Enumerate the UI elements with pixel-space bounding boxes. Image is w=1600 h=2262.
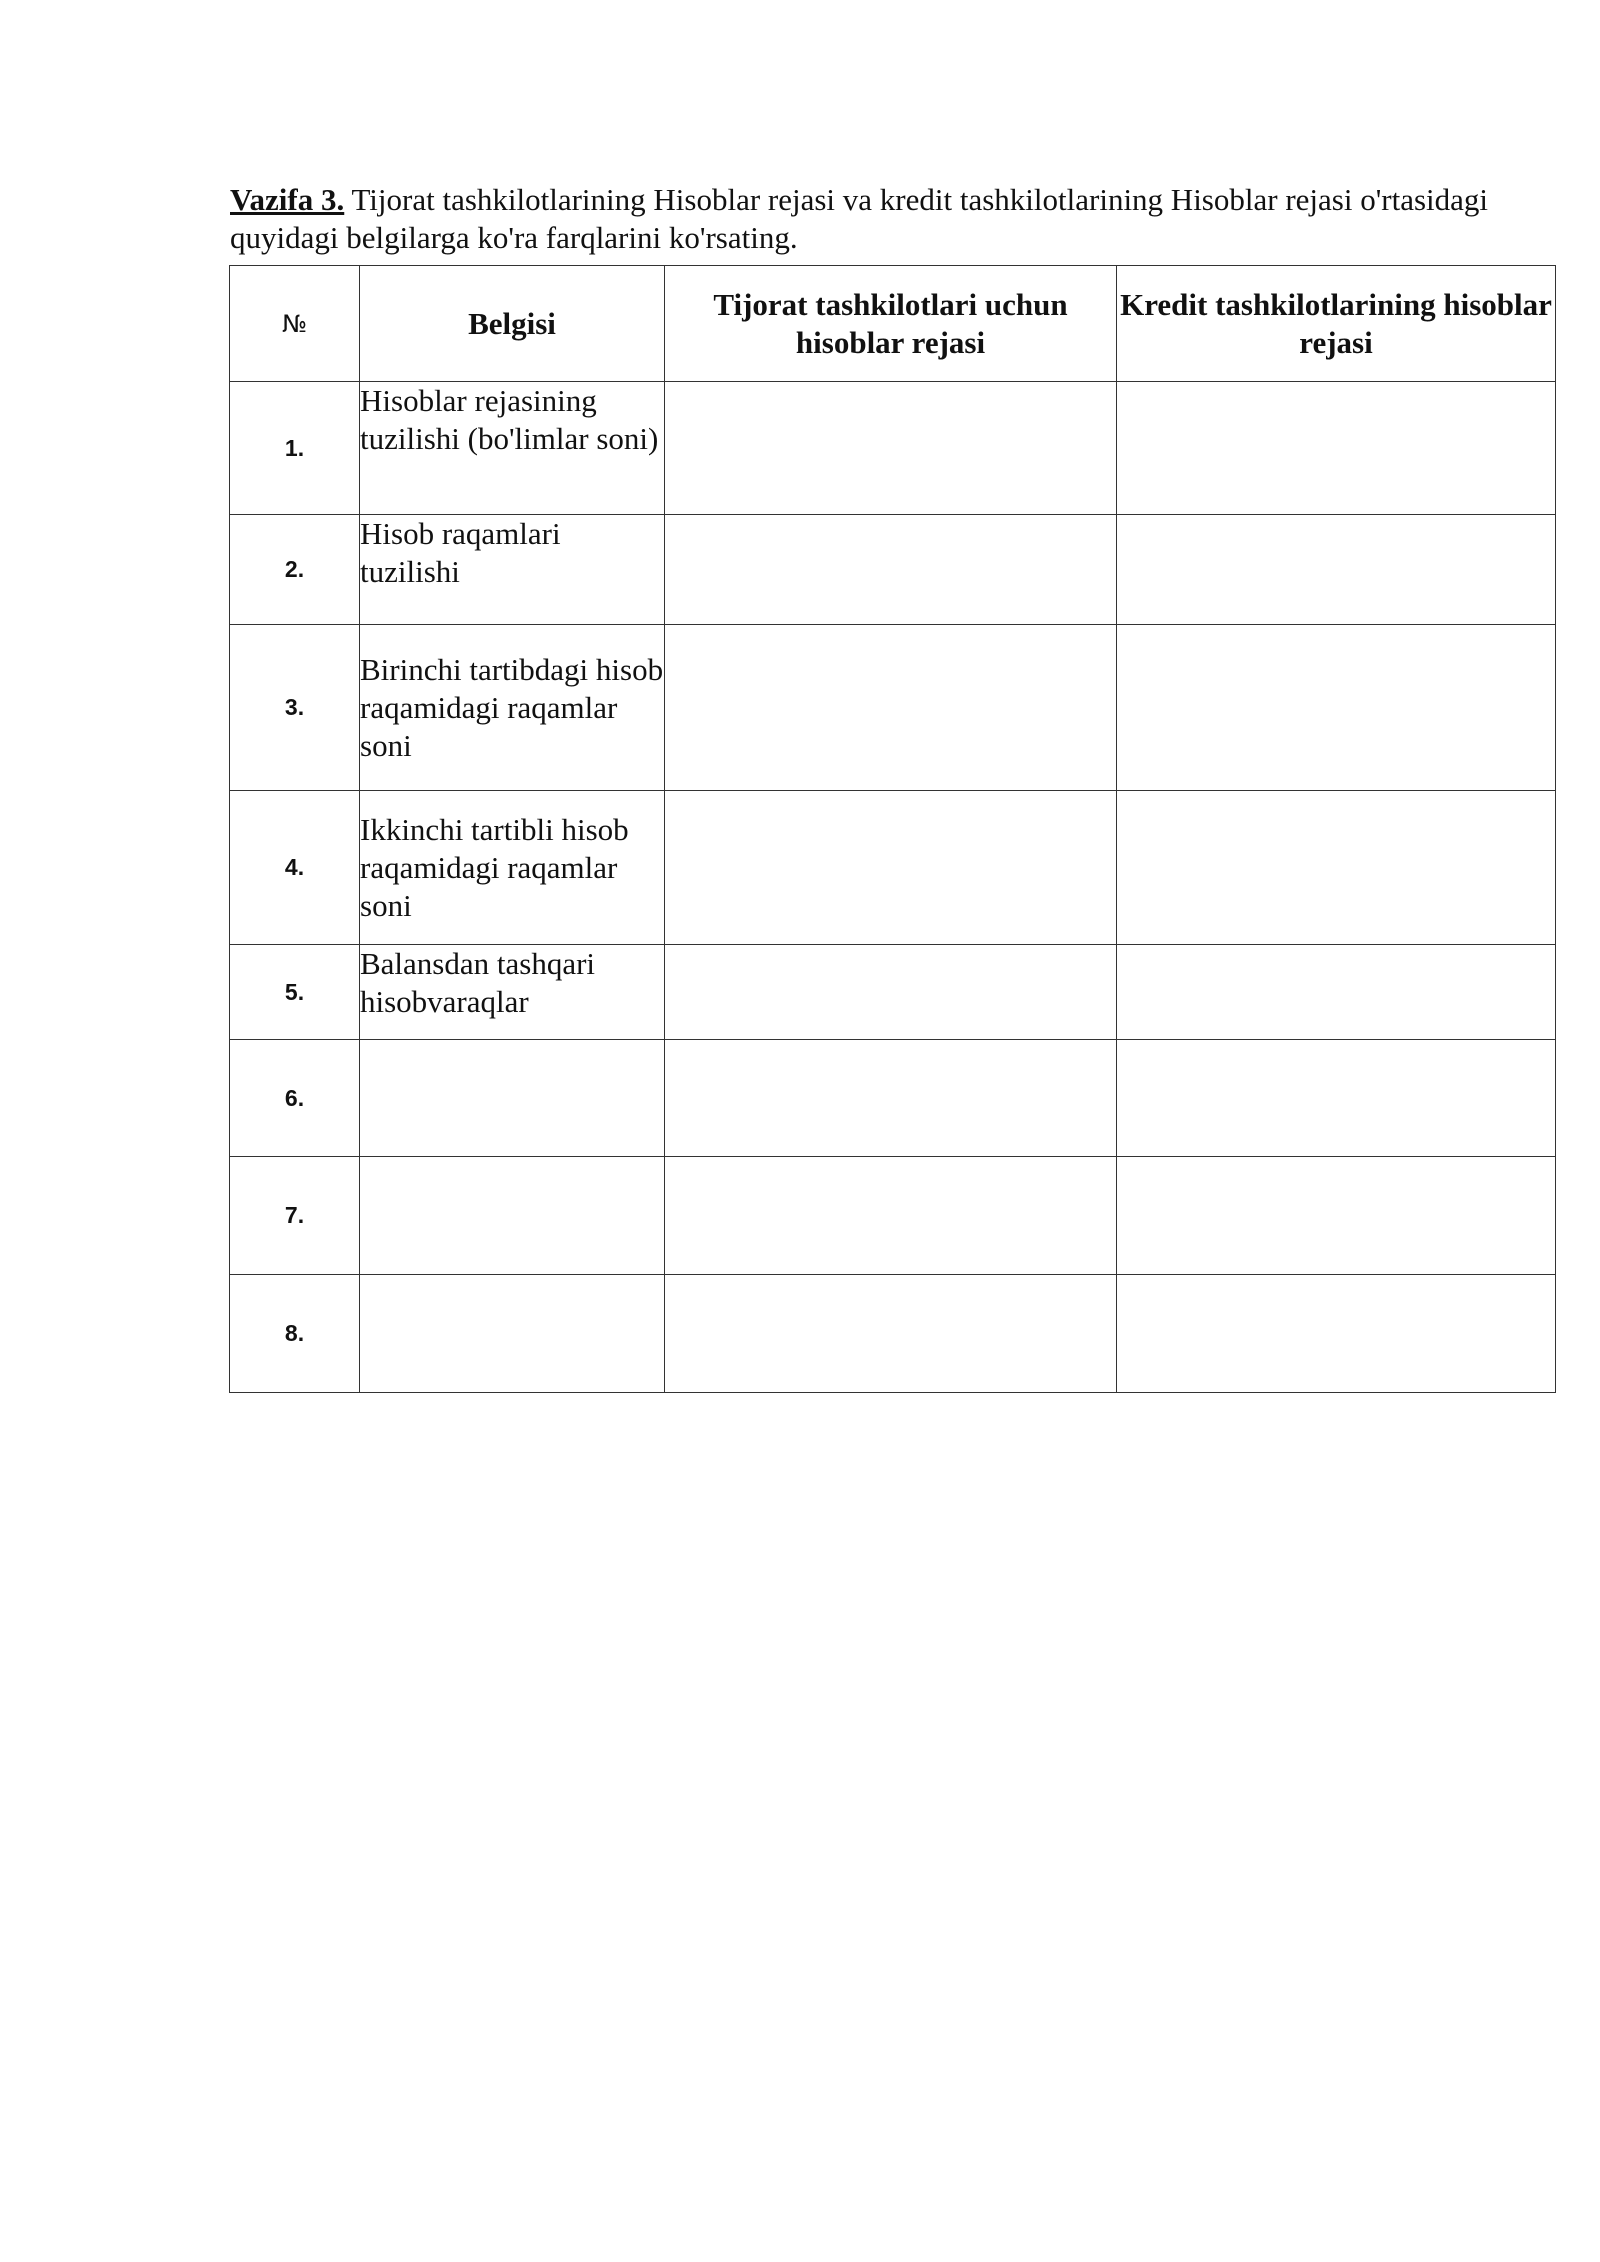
comparison-table bbox=[229, 265, 1556, 1393]
cell-commercial[interactable] bbox=[665, 1040, 1117, 1157]
table-header-row bbox=[230, 266, 1556, 382]
table-row bbox=[230, 625, 1556, 791]
table-row bbox=[230, 1275, 1556, 1393]
row-sign[interactable] bbox=[360, 1157, 665, 1275]
header-sign: Belgisi bbox=[360, 266, 665, 382]
header-commercial-plan: Tijorat tashkilotlari uchun hisoblar rejasi bbox=[665, 266, 1117, 382]
cell-commercial[interactable] bbox=[665, 625, 1117, 791]
row-sign: Ikkinchi tartibli hisob raqamidagi raqamlar soni bbox=[360, 791, 665, 945]
header-number: № bbox=[230, 266, 360, 382]
cell-commercial[interactable] bbox=[665, 791, 1117, 945]
row-sign[interactable] bbox=[360, 1040, 665, 1157]
row-number: 2. bbox=[230, 515, 360, 625]
row-number: 8. bbox=[230, 1275, 360, 1393]
cell-credit[interactable] bbox=[1117, 1040, 1556, 1157]
row-sign: Balansdan tashqari hisobvaraqlar bbox=[360, 945, 665, 1040]
table-row bbox=[230, 1157, 1556, 1275]
table-row bbox=[230, 791, 1556, 945]
cell-commercial[interactable] bbox=[665, 515, 1117, 625]
cell-credit[interactable] bbox=[1117, 382, 1556, 515]
row-number: 3. bbox=[230, 625, 360, 791]
row-number: 6. bbox=[230, 1040, 360, 1157]
row-sign: Hisob raqamlari tuzilishi bbox=[360, 515, 665, 625]
row-number: 1. bbox=[230, 382, 360, 515]
cell-commercial[interactable] bbox=[665, 382, 1117, 515]
row-sign[interactable] bbox=[360, 1275, 665, 1393]
cell-credit[interactable] bbox=[1117, 791, 1556, 945]
task-statement bbox=[230, 181, 1560, 257]
row-sign: Hisoblar rejasining tuzilishi (bo'limlar soni) bbox=[360, 382, 665, 515]
header-credit-plan: Kredit tashkilotlarining hisoblar rejasi bbox=[1117, 266, 1556, 382]
cell-credit[interactable] bbox=[1117, 1275, 1556, 1393]
cell-credit[interactable] bbox=[1117, 945, 1556, 1040]
cell-commercial[interactable] bbox=[665, 1157, 1117, 1275]
cell-commercial[interactable] bbox=[665, 945, 1117, 1040]
table-row bbox=[230, 515, 1556, 625]
task-text: Tijorat tashkilotlarining Hisoblar rejasi va kredit tashkilotlarining Hisoblar rejasi o'rtasidagi quyidagi belgilarga ko'ra farqlarini ko'rsating. bbox=[230, 182, 1489, 255]
row-number: 5. bbox=[230, 945, 360, 1040]
row-sign: Birinchi tartibdagi hisob raqamidagi raqamlar soni bbox=[360, 625, 665, 791]
cell-credit[interactable] bbox=[1117, 625, 1556, 791]
table-row bbox=[230, 1040, 1556, 1157]
table-row bbox=[230, 945, 1556, 1040]
cell-commercial[interactable] bbox=[665, 1275, 1117, 1393]
cell-credit[interactable] bbox=[1117, 515, 1556, 625]
table-row bbox=[230, 382, 1556, 515]
task-label: Vazifa 3. bbox=[230, 182, 345, 217]
row-number: 4. bbox=[230, 791, 360, 945]
row-number: 7. bbox=[230, 1157, 360, 1275]
cell-credit[interactable] bbox=[1117, 1157, 1556, 1275]
